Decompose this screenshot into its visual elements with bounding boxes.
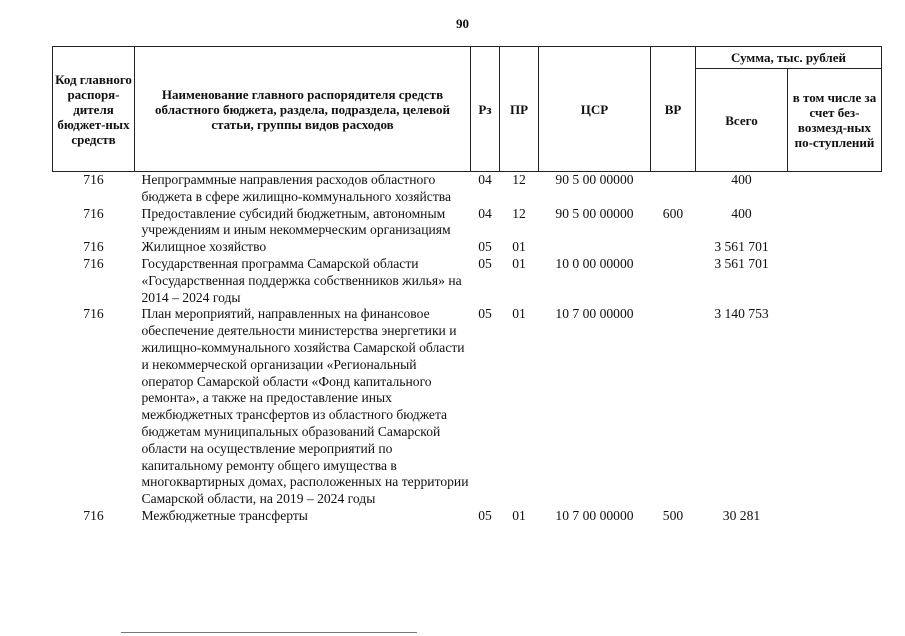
cell-pr: 12 (512, 172, 526, 187)
bottom-rule (121, 632, 417, 633)
cell-name: Государственная программа Самарской области «Государственная поддержка собственников жилья» на 2014 – 2024 годы (141, 255, 462, 305)
table-row (53, 239, 882, 256)
cell-code: 716 (83, 172, 104, 187)
cell-vr: 600 (662, 205, 684, 221)
cell-csr (539, 239, 651, 256)
cell-rz: 05 (478, 507, 492, 523)
table-row (53, 172, 882, 206)
cell-vr (651, 172, 696, 206)
table-row (53, 206, 882, 240)
cell-vr (651, 239, 696, 256)
cell-incl (788, 306, 882, 508)
cell-name: Предоставление субсидий бюджетным, автономным учреждениям и иным некоммерческим организациям (141, 205, 451, 238)
cell-total: 400 (731, 172, 752, 187)
cell-total: 3 140 753 (714, 306, 769, 322)
cell-incl (788, 256, 882, 306)
cell-pr: 12 (512, 205, 526, 221)
cell-total: 3 561 701 (714, 239, 769, 255)
cell-csr: 10 7 00 00000 (555, 507, 634, 523)
cell-total: 30 281 (722, 507, 761, 523)
table-row (53, 508, 882, 525)
cell-code: 716 (83, 205, 104, 221)
cell-total: 3 561 701 (714, 255, 769, 271)
cell-incl (788, 239, 882, 256)
cell-code: 716 (83, 507, 104, 523)
cell-rz: 05 (478, 306, 492, 322)
cell-name: Жилищное хозяйство (141, 239, 267, 255)
table-header (53, 47, 882, 172)
cell-vr (651, 256, 696, 306)
table-body (53, 172, 882, 525)
cell-code: 716 (83, 306, 104, 322)
cell-rz: 05 (478, 255, 492, 271)
cell-incl (788, 508, 882, 525)
cell-name: Межбюджетные трансферты (141, 507, 308, 523)
cell-total: 400 (731, 205, 752, 221)
header-total: Всего (696, 69, 788, 172)
header-vr: ВР (651, 47, 696, 172)
budget-table (52, 46, 882, 525)
cell-code: 716 (83, 255, 104, 271)
cell-pr: 01 (512, 255, 526, 271)
cell-rz: 04 (478, 205, 492, 221)
cell-rz: 04 (478, 172, 492, 187)
cell-csr: 10 7 00 00000 (555, 306, 634, 322)
cell-incl (788, 206, 882, 240)
cell-pr: 01 (512, 306, 526, 322)
header-pr: ПР (500, 47, 539, 172)
cell-incl (788, 172, 882, 206)
cell-csr: 90 5 00 00000 (555, 172, 634, 187)
cell-pr: 01 (512, 507, 526, 523)
header-name: Наименование главного распорядителя средств областного бюджета, раздела, подраздела, целевой статьи, группы видов расходов (135, 47, 471, 172)
cell-pr: 01 (512, 239, 526, 255)
header-sum: Сумма, тыс. рублей (696, 47, 882, 69)
header-incl: в том числе за счет без-возмезд-ных по-ступлений (788, 69, 882, 172)
cell-name: План мероприятий, направленных на финансовое обеспечение деятельности министерства энергетики и жилищно-коммунального хозяйства Самарской области и некоммерческой организации «Региональный оператор Самарской области «Фонд капитального ремонта», а также на предоставление иных межбюджетных трансфертов из областного бюджета бюджетам муниципальных образований Самарской области на осуществление мероприятий по капитальному ремонту общего имущества в многоквартирных домах, расположенных на территории Самарской области, на 2019 – 2024 годы (141, 306, 469, 507)
page-number: 90 (456, 16, 469, 31)
cell-csr: 10 0 00 00000 (555, 255, 634, 271)
header-csr: ЦСР (539, 47, 651, 172)
cell-csr: 90 5 00 00000 (555, 205, 634, 221)
table-row (53, 256, 882, 306)
header-rz: Рз (471, 47, 500, 172)
cell-vr: 500 (662, 507, 684, 523)
cell-rz: 05 (478, 239, 492, 255)
cell-code: 716 (83, 239, 104, 255)
table-row (53, 306, 882, 508)
header-code: Код главного распоря-дителя бюджет-ных средств (53, 47, 135, 172)
cell-vr (651, 306, 696, 508)
cell-name: Непрограммные направления расходов областного бюджета в сфере жилищно-коммунального хозяйства (141, 172, 452, 204)
